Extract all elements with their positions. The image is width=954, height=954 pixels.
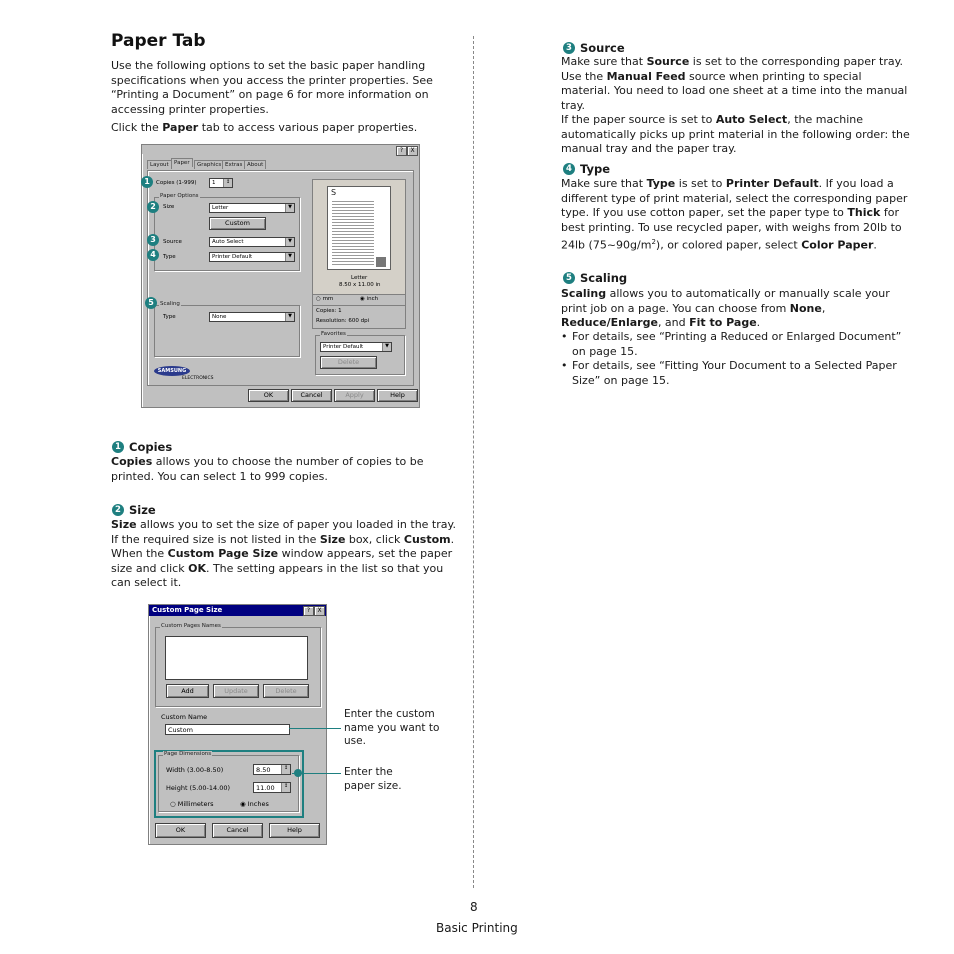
chevron-down-icon[interactable]: ▼ (285, 313, 294, 321)
marker-scaling: 5 (145, 297, 157, 309)
marker-copies: 1 (141, 176, 153, 188)
scaling-type-label: Type (163, 314, 176, 320)
callout-line-name (289, 728, 341, 729)
intro-paragraph: Use the following options to set the basic paper handling specifications when you access the printer properties. See “Printing a Document” on page 6 for more information on accessing printer properties. (111, 59, 433, 116)
marker-source: 3 (147, 234, 159, 246)
number-5-icon: 5 (563, 272, 575, 284)
spin-icon[interactable]: ↕ (223, 179, 232, 187)
inches-radio[interactable]: ◉ Inches (240, 800, 269, 808)
custom-page-size-title: Custom Page Size (149, 605, 326, 616)
height-input[interactable]: 11.00 ↕ (253, 782, 291, 793)
millimeters-radio[interactable]: ○ Millimeters (170, 800, 214, 808)
custom-names-list[interactable] (165, 636, 308, 680)
scaling-heading: 5 Scaling (563, 271, 627, 285)
number-4-icon: 4 (563, 163, 575, 175)
preview-paper-name: Letter (351, 275, 368, 281)
type-label: Type (163, 254, 176, 260)
size-paragraph: Size allows you to set the size of paper you loaded in the tray. If the required size is not listed in the Size box, click Custom. When the Custom Page Size window appears, set the paper size and click OK. The setting appears in the list so that you can select it. (111, 518, 456, 589)
resolution-info: Resolution: 600 dpi (316, 318, 370, 324)
copies-paragraph: Copies allows you to choose the number of copies to be printed. You can select 1 to 999 copies. (111, 455, 424, 483)
page-title: Paper Tab (111, 31, 206, 51)
help-button[interactable]: Help (377, 389, 418, 402)
delete-favorite-button[interactable]: Delete (320, 356, 377, 369)
scaling-bullets (561, 330, 913, 388)
favorites-group (315, 331, 405, 375)
click-paper-paragraph: Click the Paper tab to access various paper properties. (111, 121, 418, 134)
spin-icon[interactable]: ↕ (281, 765, 290, 774)
spin-icon[interactable]: ↕ (281, 783, 290, 792)
tab-extras[interactable]: Extras (222, 160, 245, 169)
copies-label: Copies (1-999) (156, 180, 197, 186)
logo-subtitle: ELECTRONICS (182, 376, 214, 381)
scaling-select[interactable]: None ▼ (209, 312, 295, 322)
tab-paper[interactable]: Paper (171, 158, 193, 167)
page-preview (312, 179, 406, 295)
tab-graphics[interactable]: Graphics (194, 160, 224, 169)
chevron-down-icon[interactable]: ▼ (285, 253, 294, 261)
help-title-button[interactable]: ? (396, 146, 407, 156)
size-label: Size (163, 204, 175, 210)
custom-button[interactable]: Custom (209, 217, 266, 230)
source-heading: 3 Source (563, 41, 625, 55)
size-select[interactable]: Letter ▼ (209, 203, 295, 213)
scaling-paragraph: Scaling allows you to automatically or manually scale your print job on a page. You can choose from None, Reduce/Enlarge, and Fit to Page. (561, 287, 890, 329)
cancel-button[interactable]: Cancel (291, 389, 332, 402)
page-dimensions-label: Page Dimensions (164, 751, 212, 757)
preview-paper (327, 186, 391, 270)
printer-properties-dialog (141, 144, 420, 408)
list-item: • For details, see “Printing a Reduced or Enlarged Document” on page 15. (572, 330, 913, 359)
custom-name-label: Custom Name (161, 713, 208, 721)
type-heading: 4 Type (563, 162, 610, 176)
page-number: 8 (470, 900, 478, 914)
tab-layout[interactable]: Layout (147, 160, 172, 169)
chevron-down-icon[interactable]: ▼ (285, 238, 294, 246)
close-title-button[interactable]: X (407, 146, 418, 156)
column-divider (473, 36, 474, 888)
cancel-button[interactable]: Cancel (212, 823, 263, 838)
preview-letter: S (331, 188, 337, 197)
custom-page-size-dialog (148, 604, 327, 845)
copies-input[interactable]: 1 ↕ (209, 178, 233, 188)
favorites-label: Favorites (321, 331, 346, 337)
ok-button[interactable]: OK (248, 389, 289, 402)
footer-text: Basic Printing (436, 921, 518, 935)
marker-type: 4 (147, 249, 159, 261)
source-select[interactable]: Auto Select ▼ (209, 237, 295, 247)
number-2-icon: 2 (112, 504, 124, 516)
source-paragraph: Make sure that Source is set to the corresponding paper tray. Use the Manual Feed source when printing to special material. You need to load one sheet at a time into the manual tray. If the paper source is set to Auto Select, the machine automatically picks up print material in the following order: the manual tray and the paper tray. (561, 55, 910, 155)
samsung-logo: SAMSUNG (154, 366, 190, 376)
marker-size: 2 (147, 201, 159, 213)
preview-lines (332, 199, 374, 267)
height-label: Height (5.00-14.00) (166, 784, 231, 792)
size-heading: 2 Size (112, 503, 156, 517)
paper-options-label: Paper Options (160, 193, 199, 199)
scaling-label: Scaling (160, 301, 180, 307)
help-button[interactable]: Help (269, 823, 320, 838)
preview-image (376, 257, 386, 267)
callout-name-text: Enter the custom name you want to use. (344, 708, 440, 747)
source-label: Source (163, 239, 182, 245)
help-title-button[interactable]: ? (303, 606, 314, 616)
delete-button[interactable]: Delete (263, 684, 309, 698)
close-title-button[interactable]: X (314, 606, 325, 616)
custom-name-input[interactable]: Custom (165, 724, 290, 735)
number-1-icon: 1 (112, 441, 124, 453)
radio-mm[interactable]: ○ mm (316, 296, 334, 302)
copies-heading: 1 Copies (112, 440, 172, 454)
copies-info: Copies: 1 (316, 308, 342, 314)
width-input[interactable]: 8.50 ↕ (253, 764, 291, 775)
apply-button[interactable]: Apply (334, 389, 375, 402)
custom-names-label: Custom Pages Names (161, 623, 221, 629)
chevron-down-icon[interactable]: ▼ (285, 204, 294, 212)
number-3-icon: 3 (563, 42, 575, 54)
type-select[interactable]: Printer Default ▼ (209, 252, 295, 262)
callout-size-text: Enter the paper size. (344, 766, 402, 792)
preview-dims: 8.50 x 11.00 in (339, 282, 381, 288)
radio-inch[interactable]: ◉ inch (360, 296, 379, 302)
update-button[interactable]: Update (213, 684, 259, 698)
callout-dot (294, 769, 302, 777)
tab-about[interactable]: About (244, 160, 266, 169)
chevron-down-icon[interactable]: ▼ (382, 343, 391, 351)
ok-button[interactable]: OK (155, 823, 206, 838)
list-item: • For details, see “Fitting Your Document to a Selected Paper Size” on page 15. (572, 359, 913, 388)
width-label: Width (3.00-8.50) (166, 766, 224, 774)
type-paragraph: Make sure that Type is set to Printer Default. If you load a different type of print material, select the corresponding paper type. If you use cotton paper, set the paper type to Thick for best printing. To use recycled paper, with weighs from 20lb to 24lb $(75\sim 90g/m^2)$, or colored paper, select Color Paper. (561, 177, 908, 252)
favorites-select[interactable]: Printer Default ▼ (320, 342, 392, 352)
add-button[interactable]: Add (166, 684, 209, 698)
